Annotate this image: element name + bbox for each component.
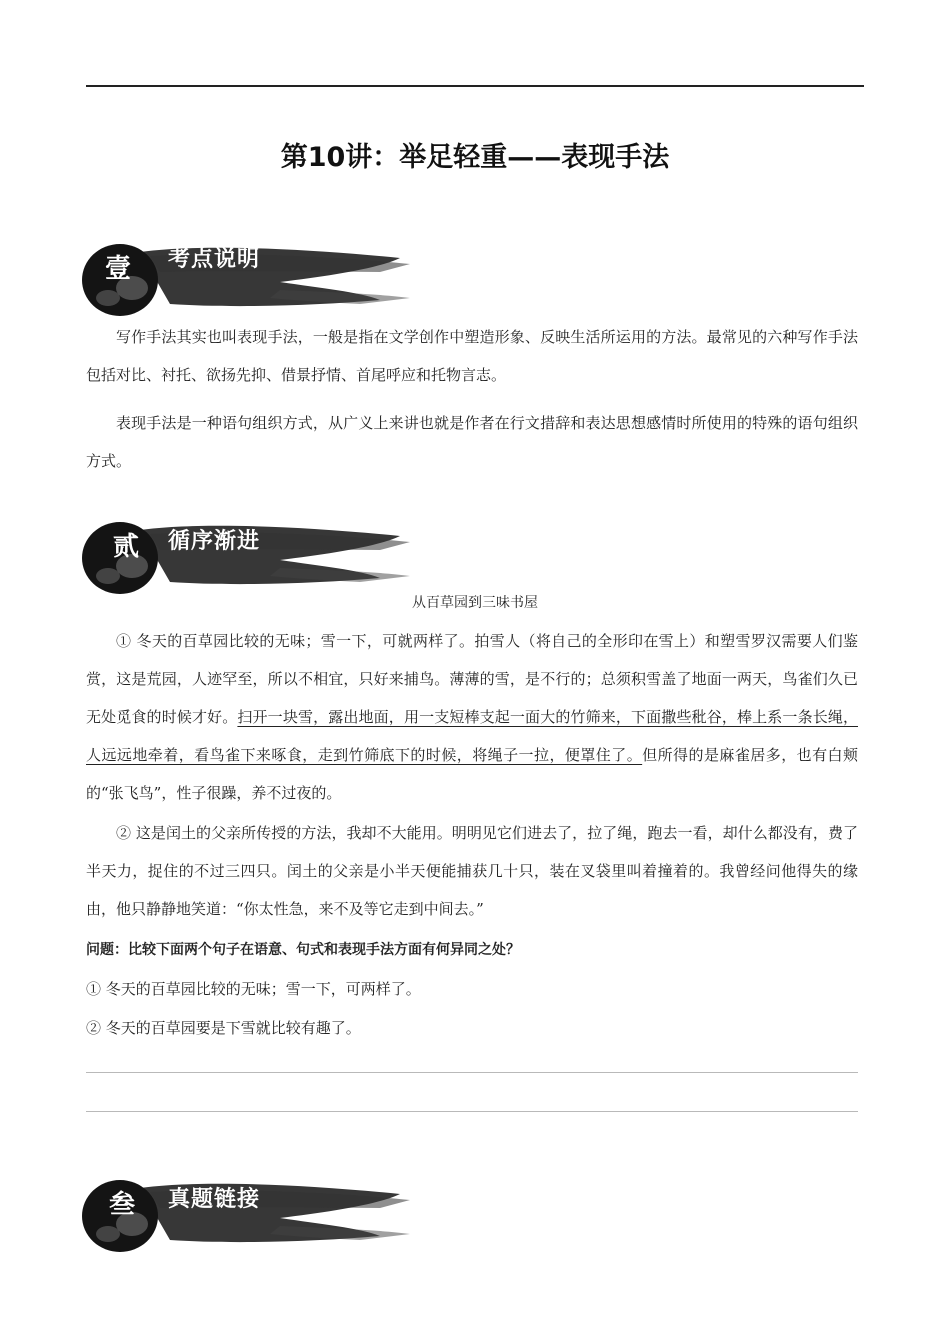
section-number: 壹 (104, 254, 131, 284)
question-sentence-2: ② 冬天的百草园要是下雪就比较有趣了。 (86, 1019, 361, 1037)
section-header-2 (80, 520, 420, 600)
section-title: 考点说明 (168, 247, 261, 272)
section-number: 贰 (112, 532, 139, 562)
story-text: 但所得的是麻雀居多，也有白颊的“张飞鸟”，性子很躁，养不过夜的。 (86, 746, 858, 802)
section-header-3 (80, 1178, 420, 1258)
page-title: 第10讲：举足轻重——表现手法 (280, 142, 670, 173)
section-title: 真题链接 (168, 1187, 261, 1212)
intro-paragraph-1: 写作手法其实也叫表现手法，一般是指在文学创作中塑造形象、反映生活所运用的方法。最常见的六种写作手法包括对比、衬托、欲扬先抑、借景抒情、首尾呼应和托物言志。 (86, 328, 858, 384)
story-text: ① 冬天的百草园比较的无味；雪一下，可就两样了。拍雪人（将自己的全形印在雪上）和塑雪罗汉需要人们鉴赏，这是荒园，人迹罕至，所以不相宜，只好来捕鸟。薄薄的雪，是不行的；总须积雪盖了地面一两天，鸟雀们久已无处觅食的时候才好。 (86, 632, 858, 726)
section-title: 循序渐进 (168, 529, 261, 554)
intro-paragraph-2: 表现手法是一种语句组织方式，从广义上来讲也就是作者在行文措辞和表达思想感情时所使用的特殊的语句组织方式。 (86, 414, 858, 470)
answer-line[interactable] (86, 1072, 858, 1073)
underlined-passage: 扫开一块雪，露出地面，用一支短棒支起一面大的竹筛来，下面撒些秕谷，棒上系一条长绳，人远远地牵着，看鸟雀下来啄食，走到竹筛底下的时候，将绳子一拉，便罩住了。 (86, 708, 858, 764)
answer-line[interactable] (86, 1111, 858, 1112)
header-rule (86, 85, 864, 87)
story-paragraph-1 (86, 622, 858, 812)
question-prompt: 问题：比较下面两个句子在语意、句式和表现手法方面有何异同之处？ (86, 942, 520, 958)
story-paragraph-2: ② 这是闰土的父亲所传授的方法，我却不大能用。明明见它们进去了，拉了绳，跑去一看，却什么都没有，费了半天力，捉住的不过三四只。闰土的父亲是小半天便能捕获几十只，装在叉袋里叫着撞着的。我曾经问他得失的缘由，他只静静地笑道：“你太性急，来不及等它走到中间去。” (86, 824, 858, 918)
section-header-1 (80, 242, 420, 322)
story-title: 从百草园到三味书屋 (412, 595, 538, 611)
section-number: 叁 (108, 1190, 135, 1220)
question-sentence-1: ① 冬天的百草园比较的无味；雪一下，可两样了。 (86, 980, 421, 998)
